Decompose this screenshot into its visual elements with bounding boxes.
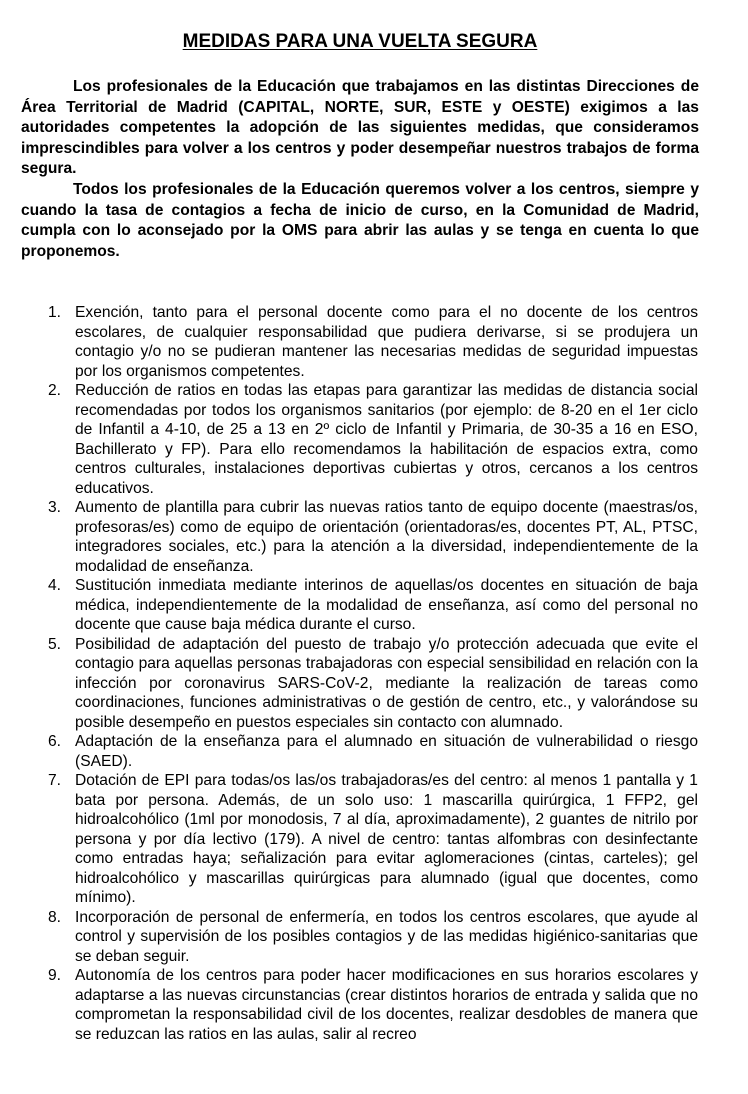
measure-item	[21, 908, 698, 967]
measure-item	[21, 498, 698, 576]
document-title: MEDIDAS PARA UNA VUELTA SEGURA	[182, 31, 538, 52]
measure-number: 5.	[48, 635, 62, 653]
measure-text: Dotación de EPI para todas/os las/os trabajadoras/es del centro: al menos 1 pantalla y 1 bata por persona. Además, de un solo uso: 1 mascarilla quirúrgica, 1 FFP2, gel hidroalcohólico (1ml por monodosis, 7 al día, aproximadamente), 2 guantes de nitrilo por persona y por día lectivo (179). A nivel de centro: tantas alfombras con desinfectante como entradas haya; señalización para evitar aglomeraciones (cintas, carteles); gel hidroalcohólico y mascarillas quirúrgicas para alumnado (igual que docentes, como mínimo).	[75, 772, 698, 906]
measure-item	[21, 635, 698, 733]
measure-text: Reducción de ratios en todas las etapas para garantizar las medidas de distancia social recomendadas por todos los organismos sanitarios (por ejemplo: de 8-20 en el 1er ciclo de Infantil a 4-10, de 25 a 13 en 2º ciclo de Infantil y Primaria, de 30-35 a 16 en ESO, Bachillerato y FP). Para ello recomendamos la habilitación de espacios extra, como centros culturales, instalaciones deportivas cubiertas y otros, cercanos a los centros educativos.	[75, 382, 698, 497]
measure-item	[21, 381, 698, 498]
measure-item	[21, 303, 698, 381]
intro-paragraph: Todos los profesionales de la Educación queremos volver a los centros, siempre y cuando la tasa de contagios a fecha de inicio de curso, en la Comunidad de Madrid, cumpla con lo aconsejado por la OMS para abrir las aulas y se tenga en cuenta lo que proponemos.	[21, 180, 699, 260]
measure-number: 2.	[48, 382, 62, 399]
measure-number: 7.	[48, 772, 62, 789]
measure-text: Exención, tanto para el personal docente como para el no docente de los centros escolares, de cualquier responsabilidad que pudiera derivarse, si se produjera un contagio y/o no se pudieran mantener las necesarias medidas de seguridad impuestas por los organismos competentes.	[75, 304, 698, 380]
measure-text: Aumento de plantilla para cubrir las nuevas ratios tanto de equipo docente (maestras/os, profesoras/es) como de equipo de orientación (orientadoras/es, docentes PT, AL, PTSC, integradores sociales, etc.) para la atención a la diversidad, independientemente de la modalidad de enseñanza.	[75, 499, 698, 575]
measure-number: 3.	[48, 499, 62, 516]
measure-text: Posibilidad de adaptación del puesto de trabajo y/o protección adecuada que evite el contagio para aquellas personas trabajadoras con especial sensibilidad en relación con la infección por coronavirus SARS-CoV-2, mediante la realización de tareas como coordinaciones, funciones administrativas o de gestión de centro, etc., y valorándose su posible desempeño en puestos especiales sin contacto con alumnado.	[75, 635, 698, 731]
measure-number: 6.	[48, 733, 62, 750]
intro-section	[21, 77, 699, 262]
measure-item	[21, 966, 698, 1044]
measure-number: 1.	[48, 304, 62, 321]
measure-item	[21, 576, 698, 635]
measure-text: Adaptación de la enseñanza para el alumnado en situación de vulnerabilidad o riesgo (SAED).	[75, 733, 698, 770]
intro-paragraph: Los profesionales de la Educación que trabajamos en las distintas Direcciones de Área Territorial de Madrid (CAPITAL, NORTE, SUR, ESTE y OESTE) exigimos a las autoridades competentes la adopción de las siguientes medidas, que consideramos imprescindibles para volver a los centros y poder desempeñar nuestros trabajos de forma segura.	[21, 78, 699, 178]
measure-item	[21, 771, 698, 908]
measure-number: 4.	[48, 577, 62, 594]
measure-text: Sustitución inmediata mediante interinos de aquellas/os docentes en situación de baja médica, independientemente de la modalidad de enseñanza, así como del personal no docente que cause baja médica durante el curso.	[75, 577, 698, 633]
measure-number: 9.	[48, 967, 62, 984]
measures-list	[21, 303, 698, 1044]
measure-number: 8.	[48, 908, 62, 926]
measure-text: Incorporación de personal de enfermería, en todos los centros escolares, que ayude al control y supervisión de los posibles contagios y de las medidas higiénico-sanitarias que se deban seguir.	[75, 908, 698, 965]
measure-item	[21, 732, 698, 771]
measure-text: Autonomía de los centros para poder hacer modificaciones en sus horarios escolares y adaptarse a las nuevas circunstancias (crear distintos horarios de entrada y salida que no comprometan la responsabilidad civil de los docentes, realizar desdobles de manera que se reduzcan las ratios en las aulas, salir al recreo	[75, 967, 698, 1043]
